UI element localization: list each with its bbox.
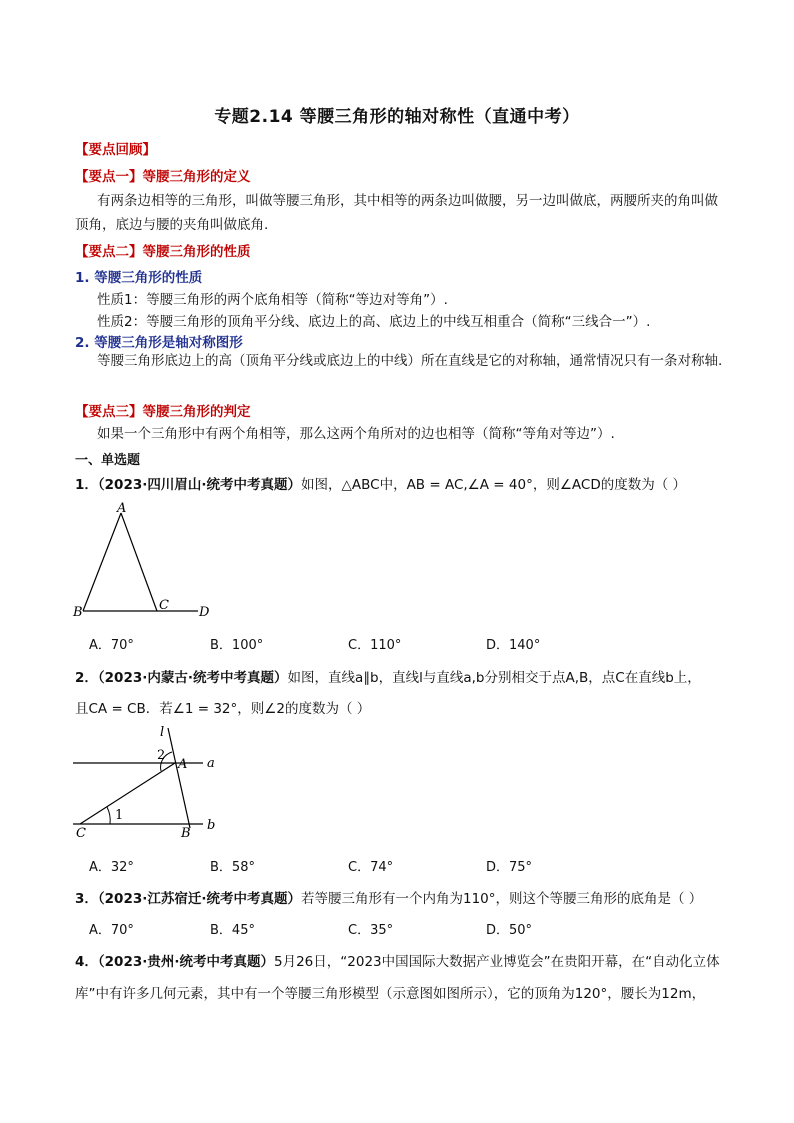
label-point-b: B xyxy=(181,826,191,840)
point3-text: 如果一个三角形中有两个角相等，那么这两个角所对的边也相等（简称“等角对等边”）. xyxy=(97,426,615,442)
label-angle-1: 1 xyxy=(115,808,124,823)
label-line-b: b xyxy=(207,818,216,833)
label-c: C xyxy=(159,598,169,613)
q2-option-d[interactable]: D．75° xyxy=(486,860,533,875)
label-b: B xyxy=(73,605,83,620)
question-2-line-1 xyxy=(75,666,701,686)
point2-heading: 【要点二】等腰三角形的性质 xyxy=(75,244,251,260)
question-source: （2023·四川眉山·统考中考真题） xyxy=(97,477,301,493)
question-4-line-2: 库”中有许多几何元素，其中有一个等腰三角形模型（示意图如图所示），它的顶角为120°，腰长为12m， xyxy=(75,986,706,1002)
question-source: （2023·内蒙古·统考中考真题） xyxy=(97,670,288,686)
q2-option-a[interactable]: A．32° xyxy=(89,860,134,875)
point2-text: 等腰三角形底边上的高（顶角平分线或底边上的中线）所在直线是它的对称轴，通常情况只有一条对称轴. xyxy=(97,353,723,369)
label-l: l xyxy=(160,725,165,740)
label-a: A xyxy=(117,501,127,516)
question-text: 5月26日，“2023中国国际大数据产业博览会”在贵阳开幕，在“自动化立体 xyxy=(274,954,720,970)
question-number: 1． xyxy=(75,477,98,493)
point2-subheading-2: 2. 等腰三角形是轴对称图形 xyxy=(75,335,243,351)
question-source: （2023·贵州·统考中考真题） xyxy=(97,954,274,970)
label-point-c: C xyxy=(76,826,86,840)
q3-option-c[interactable]: C．35° xyxy=(348,923,394,938)
parallel-lines-figure xyxy=(65,722,230,840)
question-3 xyxy=(75,887,702,907)
point3-heading: 【要点三】等腰三角形的判定 xyxy=(75,404,251,420)
label-point-a: A xyxy=(178,757,188,772)
point1-text: 有两条边相等的三角形，叫做等腰三角形，其中相等的两条边叫做腰，另一边叫做底，两腰所夹的角叫做顶角，底边与腰的夹角叫做底角. xyxy=(75,193,718,233)
property-1: 性质1：等腰三角形的两个底角相等（简称“等边对等角”）. xyxy=(97,292,448,308)
section-heading: 一、单选题 xyxy=(75,453,141,468)
question-source: （2023·江苏宿迁·统考中考真题） xyxy=(97,891,301,907)
question-2-line-2: 且CA = CB．若∠1 = 32°，则∠2的度数为（ ） xyxy=(75,701,371,717)
q3-option-a[interactable]: A．70° xyxy=(89,923,134,938)
question-4-line-1 xyxy=(75,950,720,970)
label-d: D xyxy=(199,605,210,620)
q3-option-d[interactable]: D．50° xyxy=(486,923,533,938)
q2-option-c[interactable]: C．74° xyxy=(348,860,394,875)
property-2: 性质2：等腰三角形的顶角平分线、底边上的高、底边上的中线互相重合（简称“三线合一”）. xyxy=(97,314,651,330)
q1-option-c[interactable]: C．110° xyxy=(348,638,402,653)
label-angle-2: 2 xyxy=(157,748,166,763)
point2-subheading-1: 1. 等腰三角形的性质 xyxy=(75,270,203,286)
question-number: 3． xyxy=(75,891,98,907)
triangle-figure xyxy=(70,500,230,622)
q1-option-a[interactable]: A．70° xyxy=(89,638,134,653)
question-text: 若等腰三角形有一个内角为110°，则这个等腰三角形的底角是（ ） xyxy=(301,891,703,907)
review-heading: 【要点回顾】 xyxy=(75,142,156,158)
question-number: 2． xyxy=(75,670,98,686)
question-number: 4． xyxy=(75,954,98,970)
q1-option-d[interactable]: D．140° xyxy=(486,638,541,653)
q2-option-b[interactable]: B．58° xyxy=(210,860,255,875)
q1-option-b[interactable]: B．100° xyxy=(210,638,264,653)
question-1 xyxy=(75,473,686,493)
label-line-a: a xyxy=(207,756,215,771)
page-title: 专题2.14 等腰三角形的轴对称性（直通中考） xyxy=(214,107,580,127)
q3-option-b[interactable]: B．45° xyxy=(210,923,255,938)
point1-heading: 【要点一】等腰三角形的定义 xyxy=(75,169,251,185)
question-text: 如图，△ABC中，AB = AC,∠A = 40°，则∠ACD的度数为（ ） xyxy=(301,477,687,493)
question-text: 如图，直线a∥b，直线l与直线a,b分别相交于点A,B，点C在直线b上， xyxy=(287,670,701,686)
